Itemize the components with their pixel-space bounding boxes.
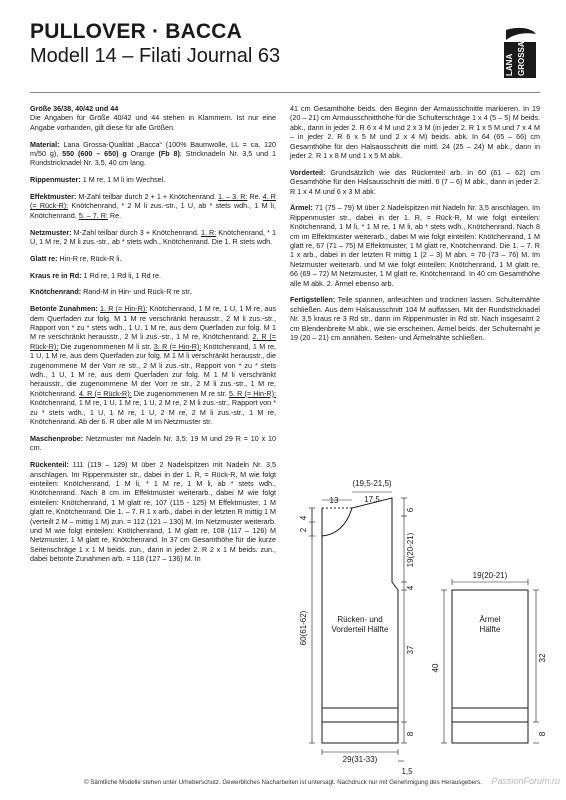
material-needles: ; Stricknadeln Nr. 3,5 und 1 Rundstricknadel Nr. 3,5, 40 cm lang.	[30, 149, 276, 168]
page-title: PULLOVER · BACCA	[30, 20, 243, 43]
vorderteil-text: Grundsätzlich wie das Rückenteil arb. In 60 (61 – 62) cm Gesamthöhe für den Halsausschnitt die mittl. 6 (7 – 6) M abk., dann in jeder 2. R 1 x 4 M und 6 x 3 M abk.	[290, 167, 540, 196]
header-rule	[30, 92, 540, 93]
dim-rib-body: 8	[406, 731, 415, 737]
body-label-line-2: Vorderteil Hälfte	[331, 625, 389, 634]
left-column	[30, 104, 276, 571]
aermel-section	[290, 203, 540, 288]
betont-section	[30, 304, 276, 426]
sleeve-outline	[452, 590, 528, 743]
knitting-schematic	[280, 478, 560, 778]
effekt-text: Re.	[107, 210, 122, 220]
effekt-heading: Effektmuster:	[30, 192, 77, 202]
netz-row-label: 1. R:	[200, 227, 217, 237]
dim-body-width: 29(31-33)	[342, 755, 378, 764]
material-heading: Material:	[30, 139, 60, 149]
probe-heading: Maschenprobe:	[30, 433, 84, 443]
dim-neck-depth-4: 4	[299, 515, 308, 521]
material-section	[30, 140, 276, 168]
material-color-code: (Fb 8)	[158, 149, 180, 159]
netz-text: M-Zahl teilbar durch 3 + Knötchenrand.	[71, 227, 201, 237]
dim-neck-width: 13	[329, 496, 339, 505]
rueckenteil-section	[30, 460, 276, 563]
kraus-text: 1 Rd re, 1 Rd li, 1 Rd re.	[81, 270, 162, 280]
kraus-section	[30, 271, 276, 280]
effekt-section	[30, 192, 276, 220]
effekt-row-label: 4. R (= Rück-R):	[30, 192, 276, 211]
dim-side-offset: 1,5	[401, 767, 413, 776]
betont-row-label: 3. R (= Hin-R):	[153, 341, 202, 351]
watermark: PassionForum.ru	[491, 776, 560, 786]
netz-heading: Netzmuster:	[30, 227, 72, 237]
dim-total-height: 60(61-62)	[299, 610, 308, 646]
aermel-text: 71 (75 – 79) M über 2 Nadelspitzen mit Nadeln Nr. 3,5 anschlagen. Im Rippenmuster str., dabei in der 1. R, = Rück-R, M wie folgt einteilen: Knötchenrand, 1 M li, * 1 M re, 1 M li, ab * stets wdh., Knötchenrand. Nach 8 cm im Effektmuster weiterarb., dabei M wie folgt einteilen: Knötchenrand, 1 M glatt re, 67 (71 – 75) M Effektmuster, 1 M glatt re, Knötchenrand. Die 1. – 7. R 1 x arb., dabei in der letzten R mittig 1 (2 – 3) M abn. = 70 (73 – 76) M. Im Netzmuster weiterarb. und M wie folgt einteilen: Knötchenrand, 1 M glatt re, 66 (69 – 72) M Netzmuster, 1 M glatt re, Knötchenrand. In 40 cm Gesamthöhe alle M abk. 2. Ärmel ebenso arb.	[290, 203, 540, 288]
rueckenteil-continued	[290, 104, 540, 160]
logo-text-grossa: GROSSA	[517, 41, 526, 76]
dim-sleeve-32: 32	[538, 653, 547, 663]
sizes-heading: Größe 36/38, 40/42 und 44	[30, 104, 119, 113]
page-subtitle: Modell 14 – Filati Journal 63	[30, 45, 281, 67]
rippen-section	[30, 175, 276, 184]
rippen-text: 1 M re, 1 M li im Wechsel.	[80, 175, 166, 185]
dim-increase: 4	[406, 585, 415, 591]
aermel-heading: Ärmel:	[290, 203, 313, 213]
sleeve-piece	[452, 590, 528, 743]
knoetchen-text: Rand-M in Hin- und Rück-R re str.	[81, 287, 192, 297]
betont-text: Die zugenommenen M li str.	[58, 341, 154, 351]
betont-row-label: 4. R (= Rück-R):	[78, 388, 132, 398]
dim-sleeve-width: 19(20-21)	[472, 571, 508, 580]
dim-body-37: 37	[406, 645, 415, 655]
knoetchen-heading: Knötchenrand:	[30, 287, 82, 297]
fertigstellen-section	[290, 295, 540, 342]
sleeve-label-line-1: Ärmel	[479, 615, 501, 624]
betont-text: Knötchenrand, 1 M re, 1 U, 1 M re, 1 U, 2 M re, 2 M li zus.-str., Rapport von * zu * stets wdh., 1 U, 1 M re, 1 U, 2 M re, 2 M li zus.-str., 1 M re, Knötchenrand. Ab der 6. R über alle M im Netzmuster str.	[30, 398, 276, 427]
page-header	[30, 20, 500, 68]
vorderteil-section	[290, 168, 540, 196]
right-column	[290, 104, 540, 350]
glatt-text: Hin-R re, Rück-R li.	[57, 253, 122, 263]
betont-text: Knötchenrand, 1 M re, 1 U, 1 M re, aus dem Querfaden zur folg. M 1 M re verschränkt herausstr., 2 M li zus.-str., Rapport von * zu * stets wdh., 1 U, 1 M re, aus dem Querfaden zur folg. M 1 M re verschränkt herausstr., 2 M li zus.-str., 1 M re, Knötchenrand.	[30, 304, 276, 342]
glatt-section	[30, 254, 276, 263]
glatt-heading: Glatt re:	[30, 253, 58, 263]
probe-section	[30, 434, 276, 453]
rueckenteil-continued-text: 41 cm Gesamthöhe beids. den Beginn der Armausschnitte markieren. In 19 (20 – 21) cm Armausschnitthöhe für die Schulterschräge 1 x 4 (5 – 5) M beids. abk., dann in jeder 2. R 6 x 4 M und 2 x 3 M (in jeder 2. R 1 x 5 M und 7 x 4 M – in jeder 2. R 6 x 5 M und 2 x 4 M) beids. abk. In 64 (65 – 66) cm Gesamthöhe für den Halsausschnitt die mittl. 24 (25 – 24) M abk., dann in jeder 2. R 1 x 8 M und 1 x 5 M abk.	[290, 104, 540, 161]
dim-sleeve-length: 40	[431, 663, 440, 673]
effekt-row-label: 5. – 7. R:	[78, 210, 108, 220]
material-color: Orange	[126, 149, 159, 159]
effekt-text: M-Zahl teilbar durch 2 + 1 + Knötchenrand.	[76, 192, 219, 202]
body-label-line-1: Rücken- und	[337, 615, 383, 624]
sleeve-label-line-2: Hälfte	[479, 625, 501, 634]
logo-swoosh	[506, 28, 536, 40]
kraus-heading: Kraus re in Rd:	[30, 270, 82, 280]
sizes-text: Die Angaben für Größe 40/42 und 44 stehen in Klammern. Ist nur eine Angabe vorhanden, gilt diese für alle Größen.	[30, 113, 276, 132]
probe-text: Netzmuster mit Nadeln Nr. 3,5: 19 M und 29 R = 10 x 10 cm.	[30, 433, 276, 453]
betont-row-label: 2. R (= Rück-R):	[30, 332, 276, 351]
dim-neck-depth-2: 2	[299, 527, 308, 533]
rueckenteil-text: 111 (119 – 129) M über 2 Nadelspitzen mit Nadeln Nr. 3,5 anschlagen. Im Rippenmuster str., dabei in der 1. R, = Rück-R, M wie folgt einteilen: Knötchenrand, 1 M li, * 1 M re, 1 M li, ab * stets wdh., Knötchenrand. Nach 8 cm im Effektmuster weiterarb., dabei M wie folgt einteilen: Knötchenrand, 1 M glatt re, 107 (115 - 125) M Effektmuster, 1 M glatt re, Knötchenrand. Die 1. – 7. R 1 x arb., dabei in der letzten R mittig 1 M (verteilt 2 M – mittig 1 M) zun. = 112 (121 – 130) M. Im Netzmuster weiterarb. und M wie folgt einteilen: Knötchenrand, 1 M glatt re, 108 (117 – 126) M Netzmuster, 1 M glatt re, Knötchenrand. In 37 cm Gesamthöhe für die kurze Seitenschräge 1 x 1 M beids. zun., dann in jeder 2. R 2 x 1 M beids. zun., dabei betonte Zunahmen arb. = 118 (127 – 136) M. In	[30, 460, 276, 564]
netz-text: Knötchenrand, * 1 U, 1 M re, 2 M li zus.-str., ab * stets wdh., Knötchenrand. Die 1. R stets wdh.	[30, 227, 276, 247]
dim-armhole: 19(20-21)	[406, 532, 415, 568]
sleeve-dimensions	[441, 579, 539, 743]
dim-rib-sleeve: 8	[538, 731, 547, 737]
effekt-text: Re.	[247, 192, 263, 202]
logo-text-lana: LANA	[505, 53, 514, 76]
dim-shoulder-range: (19,5-21,5)	[352, 479, 392, 488]
material-amount: 550 (600 – 650) g	[62, 149, 127, 159]
effekt-row-label: 1. – 3. R:	[218, 192, 248, 202]
betont-heading: Betonte Zunahmen:	[30, 304, 98, 314]
material-text: Lana Grossa-Qualität „Bacca“ (100% Baumwolle, LL = ca. 120 m/50 g),	[30, 139, 276, 159]
sizes-section	[30, 104, 276, 132]
effekt-text: Knötchenrand, * 2 M li zus.-str., 1 U, ab * stets wdh., 1 M li, Knötchenrand.	[30, 201, 276, 220]
vorderteil-heading: Vorderteil:	[290, 167, 326, 177]
betont-text: Die zugenommenen M re str.	[131, 388, 229, 398]
betont-text: Knötchenrand, 1 M re, 1 U, 1 M re, aus dem Querfaden zur folg. M 1 M li verschränkt herausstr., die zugenommene M der Vorr re str., 2 M li zus.-str., Rapport von * zu * stets wdh., 1 U, 1 M re, aus dem Querfaden zur folg. M 1 M li verschränkt herausstr., die zugenommene M der Vorr re str., 2 M li zus.-str., 1 M re, Knötchenrand.	[30, 341, 276, 398]
dim-shoulder-slope: 6	[406, 507, 415, 513]
rueckenteil-heading: Rückenteil:	[30, 460, 69, 470]
fertigstellen-heading: Fertigstellen:	[290, 295, 336, 305]
fertigstellen-text: Teile spannen, anfeuchten und trocknen lassen. Schulternähte schließen. Aus dem Halsausschnitt 104 M auffassen. Mit der Rundstricknadel Nr. 3,5 kraus re 3 Rd str., dann im Rippenmuster in Rd str. Nach insgesamt 2 cm Blendenbreite M abk., wie sie erscheinen. Ärmel beids. der Schulternaht je 19 (20 – 21) cm annähen. Seiten- und Ärmelnähte schließen.	[290, 295, 540, 343]
dim-shoulder: 17,5	[364, 495, 380, 504]
rippen-heading: Rippenmuster:	[30, 175, 81, 185]
netz-section	[30, 228, 276, 247]
knoetchen-section	[30, 287, 276, 296]
lana-grossa-logo	[500, 26, 540, 80]
copyright-footer: © Sämtliche Modelle stehen unter Urheberschutz. Gewerbliches Nacharbeiten ist untersagt. Nachdruck nur mit Genehmigung des Herausgebers.	[83, 779, 482, 786]
betont-row-label: 1. R (= Hin-R):	[99, 304, 148, 314]
betont-row-label: 5. R (= Hin-R):	[228, 388, 276, 398]
